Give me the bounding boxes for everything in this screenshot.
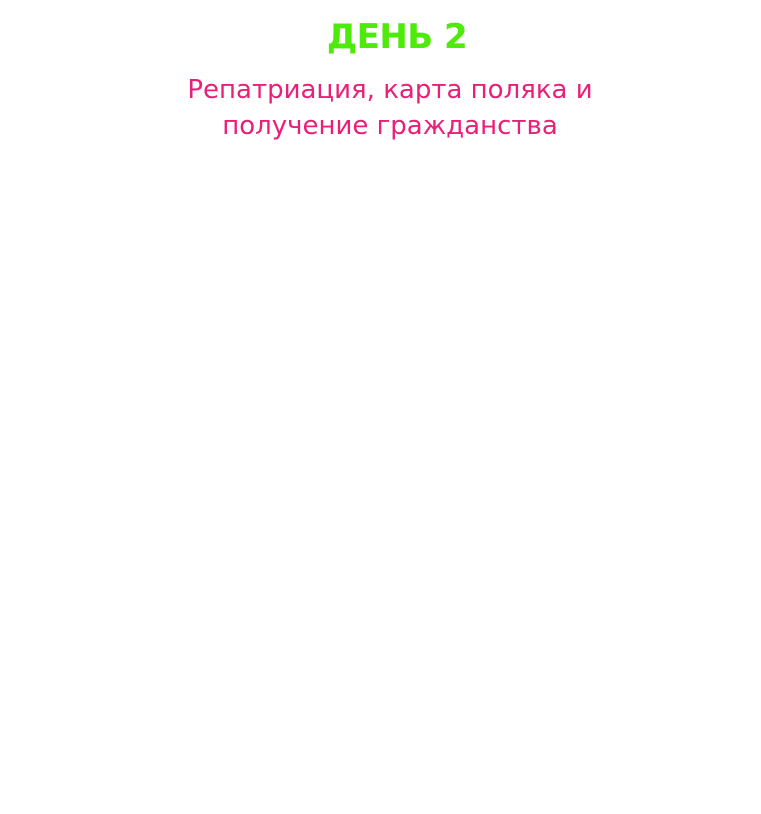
day-title: ДЕНЬ 2 — [326, 17, 468, 57]
day-subtitle: Репатриация, карта поляка и получение гражданства — [187, 75, 593, 141]
